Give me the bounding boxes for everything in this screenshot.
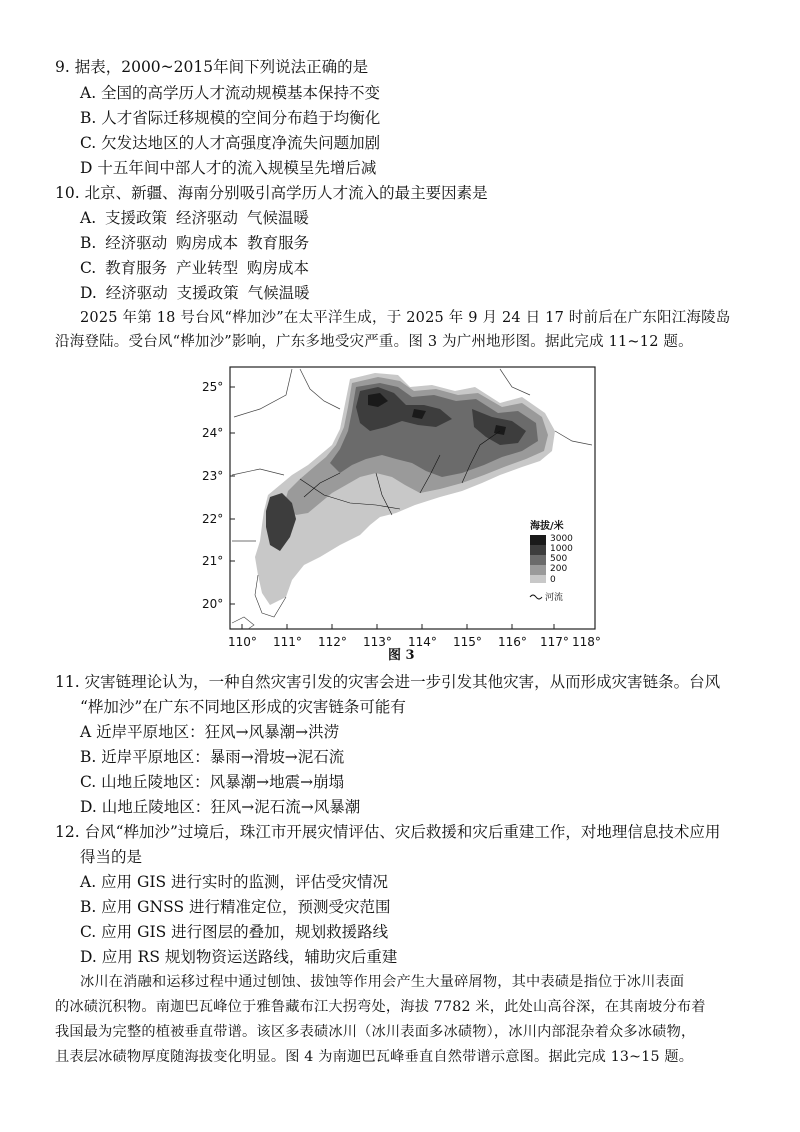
lon-label-113: 113° [363,635,392,649]
q10-option-c: C. 教育服务 产业转型 购房成本 [80,259,310,277]
lon-label-118: 118° [572,635,600,649]
legend-value-200: 200 [550,564,568,574]
legend-title: 海拔/米 [530,521,564,532]
terrain-map-svg [200,365,600,665]
q10-stem: 10. 北京、新疆、海南分别吸引高学历人才流入的最主要因素是 [55,184,488,202]
lon-label-112: 112° [318,635,347,649]
legend-river-label: 河流 [545,593,564,603]
lat-label-25: 25° [202,380,224,394]
q9-stem: 9. 据表，2000~2015年间下列说法正确的是 [55,58,369,76]
legend-value-3000: 3000 [550,534,573,544]
legend-swatch-1000 [530,545,546,555]
q12-option-a: A. 应用 GIS 进行实时的监测，评估受灾情况 [80,873,389,891]
lat-label-21: 21° [202,554,224,568]
intro2-line4: 且表层冰碛物厚度随海拔变化明显。图 4 为南迦巴瓦峰垂直自然带谱示意图。据此完成 13~15 题。 [55,1049,694,1065]
lat-label-24: 24° [202,426,224,440]
q9-option-c: C. 欠发达地区的人才高强度净流失问题加剧 [80,134,381,152]
lon-label-110: 110° [228,635,257,649]
figure-caption: 图 3 [388,648,415,663]
q11-option-c: C. 山地丘陵地区：风暴潮→地震→崩塌 [80,773,345,791]
legend-swatch-500 [530,555,546,565]
lon-label-114: 114° [408,635,437,649]
legend-swatch-3000 [530,535,546,545]
intro1-line1: 2025 年第 18 号台风“桦加沙”在太平洋生成，于 2025 年 9 月 24 日 17 时前后在广东阳江海陵岛 [80,310,731,326]
lon-label-115: 115° [453,635,482,649]
intro2-line1: 冰川在消融和运移过程中通过刨蚀、拔蚀等作用会产生大量碎屑物，其中表碛是指位于冰川表面 [80,974,685,990]
q12-option-b: B. 应用 GNSS 进行精准定位，预测受灾范围 [80,898,391,916]
lat-label-20: 20° [202,597,224,611]
q11-option-d: D. 山地丘陵地区：狂风→泥石流→风暴潮 [80,798,361,816]
q10-option-b: B. 经济驱动 购房成本 教育服务 [80,234,310,252]
intro2-line3: 我国最为完整的植被垂直带谱。该区多表碛冰川（冰川表面多冰碛物），冰川内部混杂着众多冰碛物， [55,1024,696,1040]
q10-option-d: D. 经济驱动 支援政策 气候温暖 [80,284,310,302]
legend-swatch-200 [530,565,546,575]
legend-value-0: 0 [550,575,556,585]
q12-stem-line2: 得当的是 [80,848,143,866]
intro2-line2: 的冰碛沉积物。南迦巴瓦峰位于雅鲁藏布江大拐弯处，海拔 7782 米，此处山高谷深，在其南坡分布着 [55,999,706,1015]
q9-option-b: B. 人才省际迁移规模的空间分布趋于均衡化 [80,109,381,127]
q11-stem-line1: 11. 灾害链理论认为，一种自然灾害引发的灾害会进一步引发其他灾害，从而形成灾害链条。台风 [55,673,721,691]
lon-label-111: 111° [273,635,302,649]
legend-swatch-0 [530,575,546,583]
legend-value-500: 500 [550,554,568,564]
lon-label-116: 116° [498,635,527,649]
q9-option-d: D 十五年间中部人才的流入规模呈先增后减 [80,159,377,177]
q12-stem-line1: 12. 台风“桦加沙”过境后，珠江市开展灾情评估、灾后救援和灾后重建工作，对地理信息技术应用 [55,823,721,841]
latitude-labels [202,380,223,611]
q11-option-a: A 近岸平原地区：狂风→风暴潮→洪涝 [80,723,340,741]
lat-label-22: 22° [202,512,224,526]
lon-label-117: 117° [540,635,569,649]
lat-label-23: 23° [202,469,224,483]
intro1-line2: 沿海登陆。受台风“桦加沙”影响，广东多地受灾严重。图 3 为广州地形图。据此完成 11~12 题。 [55,334,693,350]
q12-option-d: D. 应用 RS 规划物资运送路线，辅助灾后重建 [80,948,398,966]
q11-option-b: B. 近岸平原地区：暴雨→滑坡→泥石流 [80,748,345,766]
q9-option-a: A. 全国的高学历人才流动规模基本保持不变 [80,84,381,102]
guangdong-terrain-map [200,365,600,665]
q12-option-c: C. 应用 GIS 进行图层的叠加，规划救援路线 [80,923,389,941]
q11-stem-line2: “桦加沙”在广东不同地区形成的灾害链条可能有 [80,698,406,716]
legend-value-1000: 1000 [550,544,573,554]
q10-option-a: A. 支援政策 经济驱动 气候温暖 [80,209,309,227]
